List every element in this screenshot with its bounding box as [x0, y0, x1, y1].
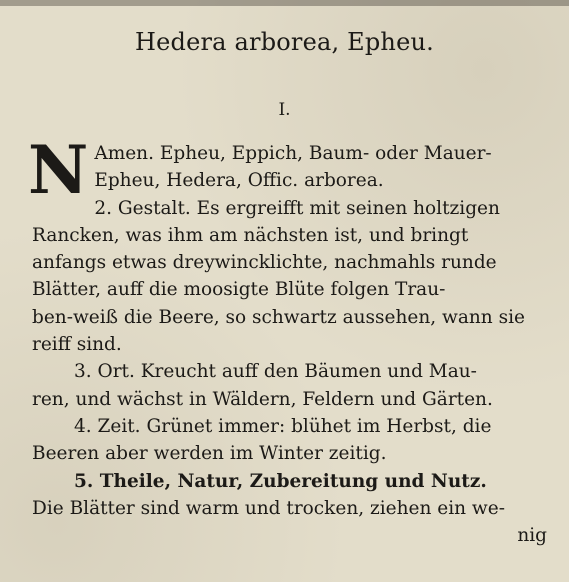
body-text: [28, 131, 547, 549]
paragraph-place: [32, 358, 547, 413]
text-line: ben-weiß die Beere, so schwartz aussehen, wann sie: [32, 306, 525, 328]
text-line: anfangs etwas dreywincklichte, nachmahls runde: [32, 252, 497, 274]
paragraph-shape: [32, 195, 547, 359]
text-line: 4. Zeit. Grünet immer: blühet im Herbst, die: [74, 415, 492, 437]
text-line: ren, und wächst in Wäldern, Feldern und Gärten.: [32, 388, 493, 410]
text-line: Die Blätter sind warm und trocken, ziehen ein we-: [32, 497, 505, 519]
paragraph-parts: [32, 468, 547, 550]
text-line: Blätter, auff die moosigte Blüte folgen Trau-: [32, 279, 446, 301]
page-title: Hedera arborea, Epheu.: [135, 28, 434, 56]
text-line: 2. Gestalt. Es ergreifft mit seinen holtzigen: [94, 197, 500, 219]
text-line: reiff sind.: [32, 334, 122, 356]
paragraph-time: [32, 413, 547, 468]
top-edge-shadow: [0, 0, 569, 6]
text-line: Rancken, was ihm am nächsten ist, und bringt: [32, 224, 469, 246]
text-line: Epheu, Hedera, Offic. arborea.: [94, 170, 384, 192]
catchword: nig: [517, 525, 547, 547]
drop-cap: N: [28, 131, 89, 209]
text-line: Amen. Epheu, Eppich, Baum- oder Mauer-: [94, 143, 492, 164]
text-line: 3. Ort. Kreucht auff den Bäumen und Mau-: [74, 361, 477, 383]
section-number: I.: [278, 100, 291, 120]
text-line: 5. Theile, Natur, Zubereitung und Nutz.: [74, 470, 487, 492]
text-line: Beeren aber werden im Winter zeitig.: [32, 443, 387, 465]
